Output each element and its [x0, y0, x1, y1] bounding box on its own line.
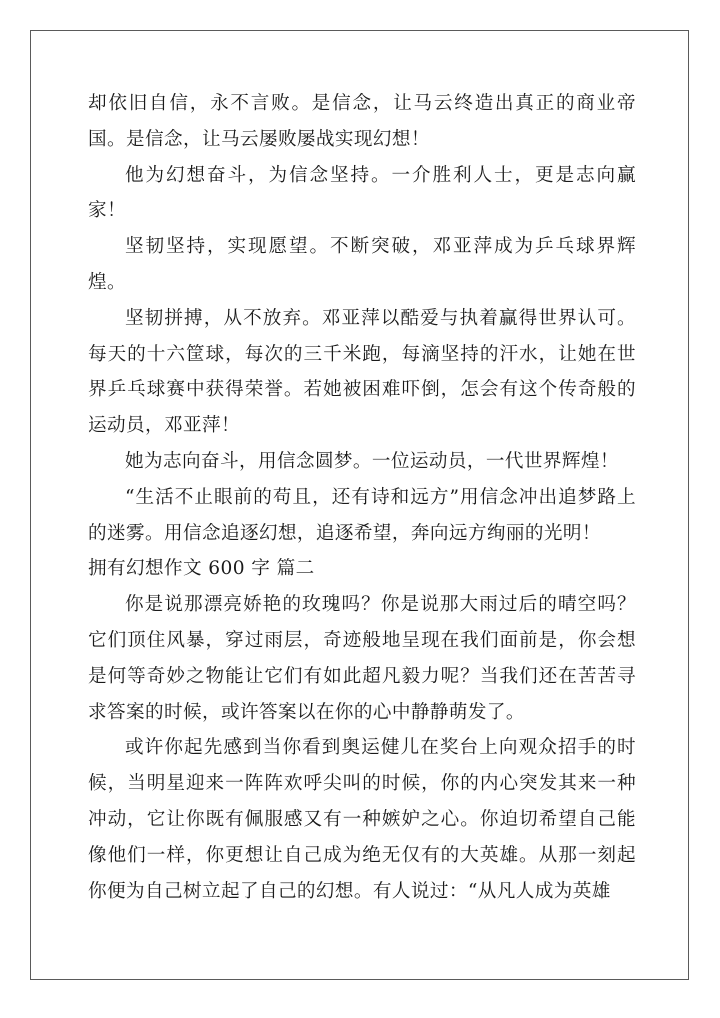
- section-heading: 拥有幻想作文 600 字 篇二: [88, 558, 315, 580]
- paragraph-6: “生活不止眼前的苟且，还有诗和远方”用信念冲出追梦路上的迷雾。用信念追逐幻想，追逐希望，奔向远方绚丽的光明！: [88, 486, 636, 544]
- paragraph-8: 或许你起先感到当你看到奥运健儿在奖台上向观众招手的时候，当明星迎来一阵阵欢呼尖叫的时候，你的内心突发其来一种冲动，它让你既有佩服感又有一种嫉妒之心。你迫切希望自己能像他们一样，你更想让自己成为绝无仅有的大英雄。从那一刻起你便为自己树立起了自己的幻想。有人说过：“从凡人成为英雄: [88, 737, 636, 902]
- document-body: [88, 86, 636, 909]
- paragraph-2: 他为幻想奋斗，为信念坚持。一介胜利人士，更是志向赢家！: [88, 164, 636, 222]
- paragraph-3: 坚韧坚持，实现愿望。不断突破，邓亚萍成为乒乓球界辉煌。: [88, 236, 636, 293]
- paragraph-1: 却依旧自信，永不言败。是信念，让马云终造出真正的商业帝国。是信念，让马云屡败屡战实现幻想！: [88, 93, 636, 150]
- paragraph-5: 她为志向奋斗，用信念圆梦。一位运动员，一代世界辉煌！: [125, 450, 619, 472]
- paragraph-7: 你是说那漂亮娇艳的玫瑰吗？你是说那大雨过后的晴空吗？它们顶住风暴，穿过雨层，奇迹般地呈现在我们面前是，你会想是何等奇妙之物能让它们有如此超凡毅力呢？当我们还在苦苦寻求答案的时候，或许答案以在你的心中静静萌发了。: [88, 594, 636, 723]
- paragraph-4: 坚韧拼搏，从不放弃。邓亚萍以酷爱与执着赢得世界认可。每天的十六筐球，每次的三千米跑，每滴坚持的汗水，让她在世界乒乓球赛中获得荣誉。若她被困难吓倒，怎会有这个传奇般的运动员，邓亚萍！: [88, 307, 636, 437]
